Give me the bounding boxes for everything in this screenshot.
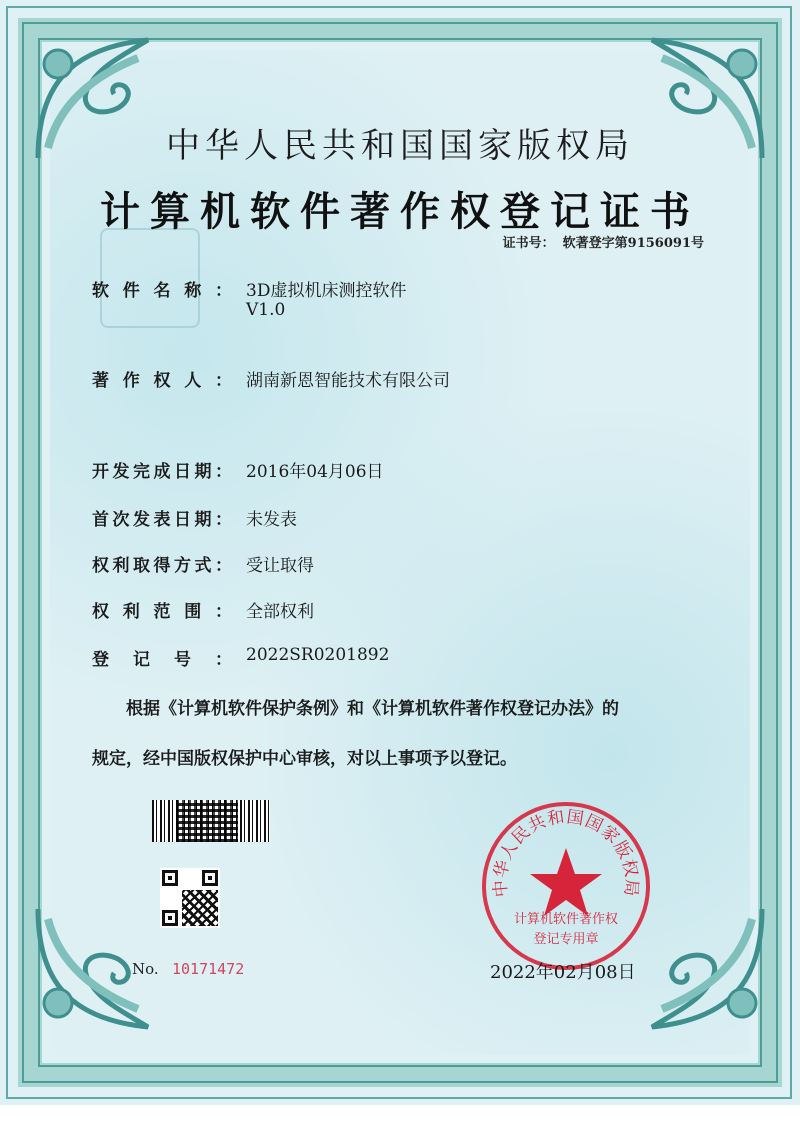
certificate-number [495,232,704,251]
seal-line-2: 登记专用章 [533,932,599,947]
certificate-title: 计算机软件著作权登记证书 [100,188,700,235]
qr-code [160,868,220,928]
statement-line-2: 规定，经中国版权保护中心审核，对以上事项予以登记。 [92,749,517,769]
scope-label: 权利范围： [92,602,232,622]
owner-value: 湖南新恩智能技术有限公司 [246,371,450,391]
serial-label: No. [132,960,159,978]
publish-date-value: 未发表 [246,510,297,530]
scope-value: 全部权利 [246,602,314,622]
software-version-value: V1.0 [246,300,286,320]
qr-finder-top-right [202,870,218,886]
statement-line-1: 根据《计算机软件保护条例》和《计算机软件著作权登记办法》的 [126,699,619,719]
barcode-2d-block [176,800,238,842]
completion-date-label: 开发完成日期： [92,462,232,482]
serial-number: 10171472 [172,960,245,978]
owner-label: 著作权人： [92,371,232,391]
issue-date: 2022年02月08日 [490,962,636,983]
completion-date-value: 2016年04月06日 [246,462,384,482]
software-name-label: 软件名称： [92,281,232,301]
registration-label: 登记号： [92,650,232,670]
software-name-value: 3D虚拟机床测控软件 [246,281,407,301]
qr-finder-bottom-left [162,910,178,926]
certificate-number-value: 软著登字第9156091号 [562,236,704,251]
seal-line-1: 计算机软件著作权 [513,912,618,927]
qr-finder-top-left [162,870,178,886]
official-seal [478,798,654,974]
publish-date-label: 首次发表日期： [92,510,232,530]
certificate-number-label: 证书号： [502,236,555,251]
star-icon [530,848,602,916]
acquisition-label: 权利取得方式： [92,556,232,576]
acquisition-value: 受让取得 [246,556,314,576]
issuing-authority: 中华人民共和国国家版权局 [166,126,634,166]
qr-modules [182,890,218,926]
seal-arc-text: 中华人民共和国国家版权局 [490,807,642,898]
registration-number-value: 2022SR0201892 [246,645,390,665]
